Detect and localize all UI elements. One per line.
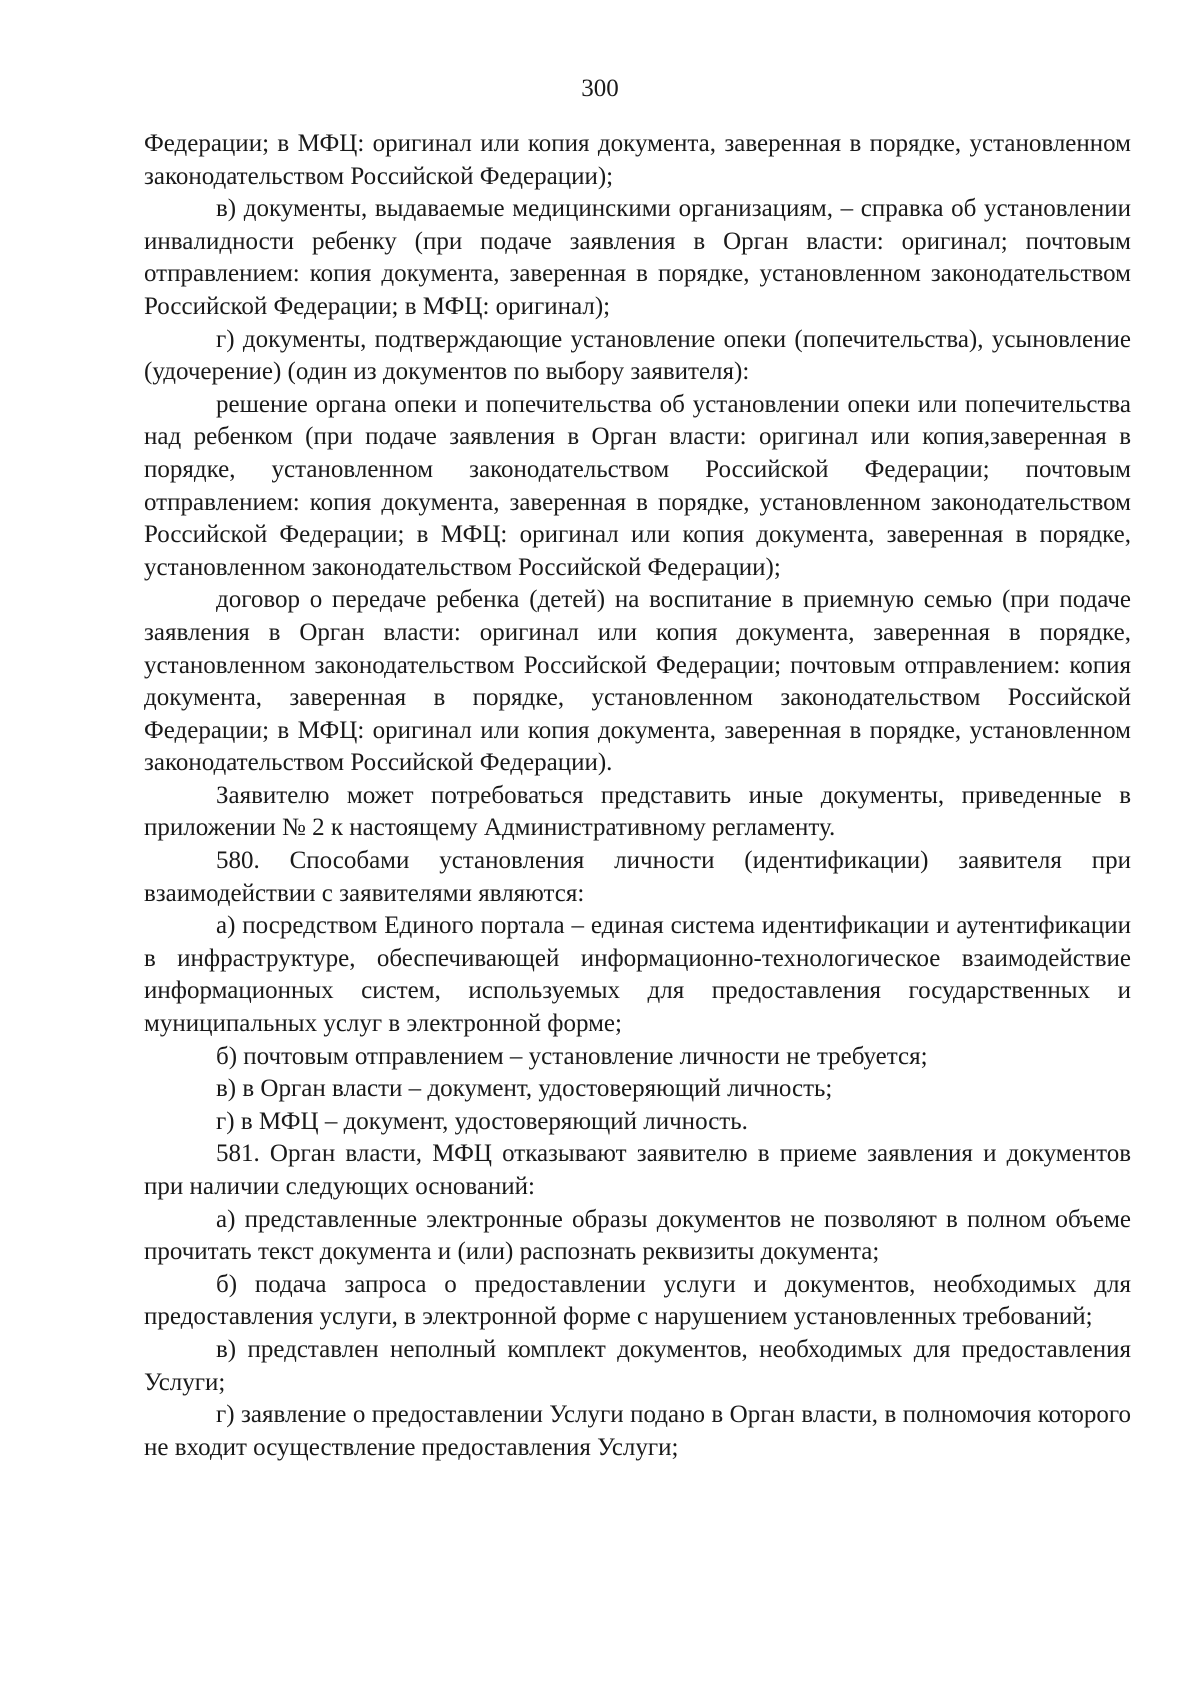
- page-number: 300: [581, 75, 619, 102]
- paragraph-continuation: Федерации; в МФЦ: оригинал или копия документа, заверенная в порядке, установленном законодательством Российской Федерации);: [144, 130, 1131, 190]
- paragraph-581-v: в) представлен неполный комплект документов, необходимых для предоставления Услуги;: [144, 1335, 1131, 1396]
- paragraph-581-a: а) представленные электронные образы документов не позволяют в полном объеме прочитать текст документа и (или) распознать реквизиты документа;: [144, 1205, 1131, 1266]
- paragraph-581: 581. Орган власти, МФЦ отказывают заявителю в приеме заявления и документов при наличии следующих оснований:: [144, 1140, 1131, 1200]
- paragraph-580-g: г) в МФЦ – документ, удостоверяющий личность.: [216, 1107, 748, 1135]
- paragraph-580: 580. Способами установления личности (идентификации) заявителя при взаимодействии с заявителями являются:: [144, 847, 1131, 907]
- paragraph-guardianship-decision: решение органа опеки и попечительства об установлении опеки или попечительства над ребенком (при подаче заявления в Орган власти: оригинал или копия,заверенная в порядке, установленном законодательством Российской Федерации; почтовым отправлением: копия документа, заверенная в порядке, установленном законодательством Российской Федерации; в МФЦ: оригинал или копия документа, заверенная в порядке, установленном законодательством Российской Федерации);: [144, 390, 1131, 581]
- paragraph-item-g-guardianship: г) документы, подтверждающие установление опеки (попечительства), усыновление (удочерение) (один из документов по выбору заявителя):: [144, 325, 1131, 386]
- document-body: [144, 128, 1131, 1464]
- paragraph-item-v-medical: в) документы, выдаваемые медицинскими организациям, – справка об установлении инвалидности ребенку (при подаче заявления в Орган власти: оригинал; почтовым отправлением: копия документа, заверенная в порядке, установленном законодательством Российской Федерации; в МФЦ: оригинал);: [144, 195, 1131, 320]
- paragraph-581-g: г) заявление о предоставлении Услуги подано в Орган власти, в полномочия которого не входит осуществление предоставления Услуги;: [144, 1401, 1131, 1461]
- paragraph-other-documents: Заявителю может потребоваться представить иные документы, приведенные в приложении № 2 к настоящему Административному регламенту.: [144, 781, 1131, 842]
- paragraph-581-b: б) подача запроса о предоставлении услуги и документов, необходимых для предоставления услуги, в электронной форме с нарушением установленных требований;: [144, 1270, 1131, 1331]
- paragraph-580-a: а) посредством Единого портала – единая система идентификации и аутентификации в инфраструктуре, обеспечивающей информационно-технологическое взаимодействие информационных систем, используемых для предоставления государственных и муниципальных услуг в электронной форме;: [144, 912, 1131, 1038]
- paragraph-foster-agreement: договор о передаче ребенка (детей) на воспитание в приемную семью (при подаче заявления в Орган власти: оригинал или копия документа, заверенная в порядке, установленном законодательством Российской Федерации; почтовым отправлением: копия документа, заверенная в порядке, установленном законодательством Российской Федерации; в МФЦ: оригинал или копия документа, заверенная в порядке, установленном законодательством Российской Федерации).: [144, 586, 1131, 777]
- paragraph-580-v: в) в Орган власти – документ, удостоверяющий личность;: [216, 1075, 833, 1103]
- paragraph-580-b: б) почтовым отправлением – установление личности не требуется;: [216, 1042, 928, 1070]
